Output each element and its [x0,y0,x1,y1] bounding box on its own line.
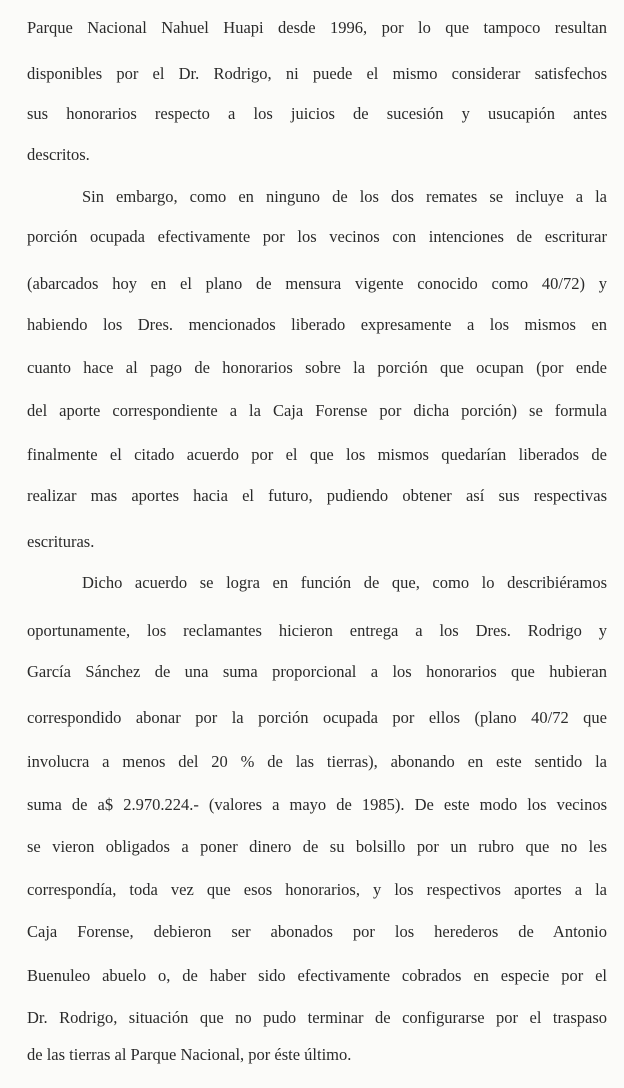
text-line: correspondido abonar por la porción ocupada por ellos (plano 40/72 que [27,708,607,727]
text-line: se vieron obligados a poner dinero de su bolsillo por un rubro que no les [27,837,607,856]
text-line: habiendo los Dres. mencionados liberado expresamente a los mismos en [27,315,607,334]
text-line: Dr. Rodrigo, situación que no pudo terminar de configurarse por el traspaso [27,1008,607,1027]
text-line: del aporte correspondiente a la Caja Forense por dicha porción) se formula [27,401,607,420]
text-line: descritos. [27,145,90,164]
text-line: oportunamente, los reclamantes hicieron entrega a los Dres. Rodrigo y [27,621,607,640]
text-line: Parque Nacional Nahuel Huapi desde 1996, por lo que tampoco resultan [27,18,607,37]
text-line: porción ocupada efectivamente por los vecinos con intenciones de escriturar [27,227,607,246]
text-line: sus honorarios respecto a los juicios de sucesión y usucapión antes [27,104,607,123]
text-line: Sin embargo, como en ninguno de los dos remates se incluye a la [82,187,607,206]
text-line: realizar mas aportes hacia el futuro, pudiendo obtener así sus respectivas [27,486,607,505]
text-line: Caja Forense, debieron ser abonados por los herederos de Antonio [27,922,607,941]
text-line: escrituras. [27,532,95,551]
text-line: de las tierras al Parque Nacional, por éste último. [27,1045,352,1064]
text-line: involucra a menos del 20 % de las tierras), abonando en este sentido la [27,752,607,771]
text-line: finalmente el citado acuerdo por el que los mismos quedarían liberados de [27,445,607,464]
text-line: (abarcados hoy en el plano de mensura vigente conocido como 40/72) y [27,274,607,293]
text-line: García Sánchez de una suma proporcional a los honorarios que hubieran [27,662,607,681]
text-line: disponibles por el Dr. Rodrigo, ni puede el mismo considerar satisfechos [27,64,607,83]
text-line: Buenuleo abuelo o, de haber sido efectivamente cobrados en especie por el [27,966,607,985]
text-line: suma de a$ 2.970.224.- (valores a mayo de 1985). De este modo los vecinos [27,795,607,814]
text-line: Dicho acuerdo se logra en función de que, como lo describiéramos [82,573,607,592]
text-line: cuanto hace al pago de honorarios sobre la porción que ocupan (por ende [27,358,607,377]
text-line: correspondía, toda vez que esos honorarios, y los respectivos aportes a la [27,880,607,899]
